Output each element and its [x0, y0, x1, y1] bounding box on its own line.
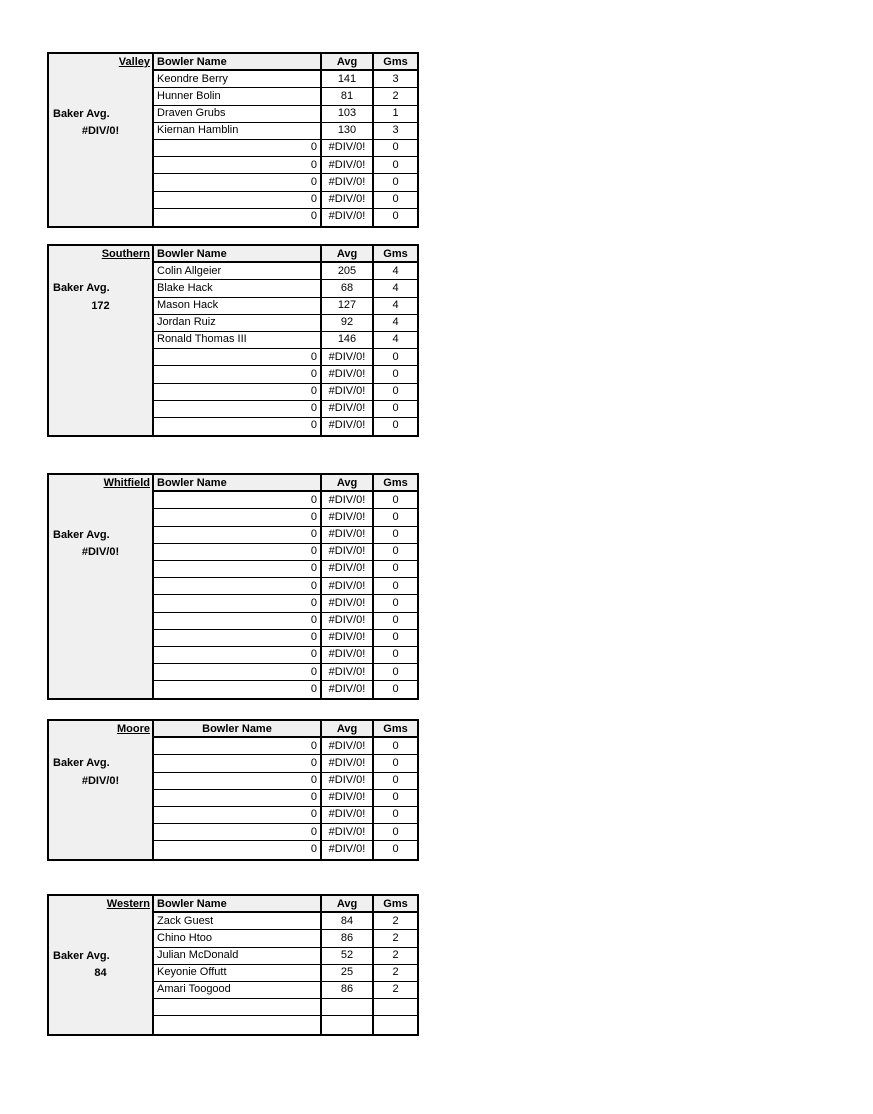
bowler-name-cell: 0 [154, 630, 322, 646]
bowler-row [154, 561, 417, 578]
bowler-name-cell: Draven Grubs [154, 106, 322, 122]
team-name-label: Southern [101, 248, 150, 260]
baker-avg-value: 84 [94, 966, 107, 979]
bowler-row [154, 913, 417, 930]
column-header-avg: Avg [322, 54, 374, 69]
bowler-name-cell: Blake Hack [154, 280, 322, 296]
bowler-name-cell: Mason Hack [154, 298, 322, 314]
avg-cell: #DIV/0! [322, 647, 374, 663]
bowler-row [154, 418, 417, 435]
avg-cell: #DIV/0! [322, 174, 374, 190]
bowler-name-cell: 0 [154, 738, 322, 754]
bowler-row [154, 263, 417, 280]
avg-cell: #DIV/0! [322, 192, 374, 208]
bowler-row [154, 544, 417, 561]
avg-cell [322, 1016, 374, 1033]
bowler-row [154, 824, 417, 841]
avg-cell: 127 [322, 298, 374, 314]
gms-cell: 0 [392, 367, 399, 380]
header-row [154, 475, 417, 492]
team-name-label: Whitfield [103, 477, 150, 489]
bowler-name-cell: Amari Toogood [154, 982, 322, 998]
gms-cell: 2 [392, 931, 399, 944]
column-header-avg: Avg [322, 721, 374, 736]
gms-cell: 2 [392, 914, 399, 927]
team-left-panel [49, 54, 154, 226]
avg-cell: #DIV/0! [322, 595, 374, 611]
header-row [154, 54, 417, 71]
bowler-row [154, 647, 417, 664]
bowler-row [154, 192, 417, 209]
bowler-name-cell: Ronald Thomas III [154, 332, 322, 348]
team-left-panel [49, 721, 154, 859]
gms-cell: 3 [392, 124, 399, 137]
column-header-bowler-name: Bowler Name [154, 896, 322, 911]
gms-cell: 0 [392, 739, 399, 752]
avg-cell: 52 [322, 948, 374, 964]
column-header-avg: Avg [322, 246, 374, 261]
bowler-row [154, 492, 417, 509]
bowler-row [154, 88, 417, 105]
team-left-panel [49, 246, 154, 435]
avg-cell: 92 [322, 315, 374, 331]
bowler-name-cell: 0 [154, 192, 322, 208]
bowler-row [154, 157, 417, 174]
bowler-name-cell: 0 [154, 595, 322, 611]
team-table-southern [47, 244, 419, 437]
avg-cell: #DIV/0! [322, 366, 374, 382]
bowler-row [154, 140, 417, 157]
bowler-row [154, 298, 417, 315]
bowler-name-cell: 0 [154, 790, 322, 806]
gms-cell [374, 999, 417, 1015]
baker-avg-label: Baker Avg. [53, 282, 110, 295]
avg-cell: #DIV/0! [322, 527, 374, 543]
avg-cell: #DIV/0! [322, 401, 374, 417]
bowler-name-cell: 0 [154, 509, 322, 525]
bowler-name-cell: 0 [154, 384, 322, 400]
bowler-name-cell: 0 [154, 824, 322, 840]
bowler-row [154, 401, 417, 418]
bowler-row [154, 664, 417, 681]
avg-cell: #DIV/0! [322, 349, 374, 365]
team-table-moore [47, 719, 419, 861]
bowler-row [154, 71, 417, 88]
gms-cell: 0 [392, 175, 399, 188]
gms-cell: 0 [392, 562, 399, 575]
baker-avg-label: Baker Avg. [53, 528, 110, 541]
bowler-row [154, 841, 417, 858]
bowler-name-cell: 0 [154, 755, 322, 771]
gms-cell: 0 [392, 774, 399, 787]
gms-cell: 0 [392, 385, 399, 397]
avg-cell: 146 [322, 332, 374, 348]
column-header-avg: Avg [322, 896, 374, 911]
bowler-row [154, 613, 417, 630]
avg-cell: #DIV/0! [322, 613, 374, 629]
bowler-name-cell [154, 999, 322, 1015]
gms-cell: 0 [392, 665, 399, 678]
bowler-grid [154, 475, 417, 698]
gms-cell: 0 [392, 510, 399, 523]
team-name-label: Moore [117, 723, 150, 735]
baker-avg-label: Baker Avg. [53, 757, 110, 770]
avg-cell: #DIV/0! [322, 157, 374, 173]
avg-cell: #DIV/0! [322, 824, 374, 840]
column-header-bowler-name: Bowler Name [154, 54, 322, 69]
header-row [154, 896, 417, 913]
column-header-bowler-name: Bowler Name [154, 246, 322, 261]
gms-cell: 0 [392, 419, 399, 432]
team-left-panel [49, 896, 154, 1034]
avg-cell: 141 [322, 71, 374, 87]
avg-cell: #DIV/0! [322, 681, 374, 698]
baker-avg-block [49, 106, 152, 140]
bowler-name-cell: 0 [154, 157, 322, 173]
team-table-whitfield [47, 473, 419, 700]
bowler-name-cell: 0 [154, 807, 322, 823]
gms-cell: 0 [392, 402, 399, 415]
gms-cell: 0 [392, 614, 399, 626]
bowler-row [154, 948, 417, 965]
bowler-grid [154, 54, 417, 226]
bowler-row [154, 738, 417, 755]
gms-cell: 4 [392, 333, 399, 346]
bowler-name-cell: 0 [154, 647, 322, 663]
bowler-row [154, 773, 417, 790]
team-name-label: Western [106, 898, 150, 910]
gms-cell: 0 [392, 808, 399, 821]
bowler-row [154, 965, 417, 982]
avg-cell: #DIV/0! [322, 755, 374, 771]
bowler-name-cell: 0 [154, 561, 322, 577]
avg-cell: 86 [322, 930, 374, 946]
avg-cell: 84 [322, 913, 374, 929]
column-header-gms: Gms [383, 897, 408, 910]
bowler-name-cell: 0 [154, 527, 322, 543]
gms-cell: 0 [392, 193, 399, 205]
bowler-row [154, 332, 417, 349]
gms-cell: 2 [392, 89, 399, 102]
bowler-name-cell: 0 [154, 209, 322, 226]
avg-cell: #DIV/0! [322, 544, 374, 560]
bowler-name-cell: 0 [154, 174, 322, 190]
avg-cell: #DIV/0! [322, 664, 374, 680]
bowler-name-cell [154, 1016, 322, 1033]
gms-cell: 2 [392, 983, 399, 996]
bowler-name-cell: 0 [154, 613, 322, 629]
gms-cell [374, 1016, 417, 1033]
avg-cell: #DIV/0! [322, 578, 374, 594]
gms-cell: 0 [392, 842, 399, 855]
baker-avg-label: Baker Avg. [53, 949, 110, 962]
avg-cell: #DIV/0! [322, 509, 374, 525]
gms-cell: 0 [392, 631, 399, 644]
gms-cell: 0 [392, 528, 399, 541]
bowler-name-cell: 0 [154, 841, 322, 858]
bowler-row [154, 578, 417, 595]
bowler-grid [154, 896, 417, 1034]
avg-cell: #DIV/0! [322, 492, 374, 508]
bowler-row [154, 930, 417, 947]
bowler-name-cell: Kiernan Hamblin [154, 123, 322, 139]
gms-cell: 0 [392, 825, 399, 838]
bowler-row [154, 174, 417, 191]
bowler-row [154, 509, 417, 526]
baker-avg-value: #DIV/0! [81, 545, 120, 558]
gms-cell: 0 [392, 545, 399, 558]
gms-cell: 4 [392, 316, 399, 329]
bowler-name-cell: 0 [154, 418, 322, 435]
bowler-name-cell: 0 [154, 773, 322, 789]
bowler-name-cell: Hunner Bolin [154, 88, 322, 104]
bowler-row [154, 123, 417, 140]
bowler-row [154, 209, 417, 226]
avg-cell: 103 [322, 106, 374, 122]
avg-cell: 81 [322, 88, 374, 104]
bowler-row [154, 1016, 417, 1033]
gms-cell: 0 [392, 493, 399, 506]
bowler-name-cell: 0 [154, 401, 322, 417]
avg-cell: #DIV/0! [322, 418, 374, 435]
avg-cell: #DIV/0! [322, 209, 374, 226]
bowler-name-cell: 0 [154, 578, 322, 594]
avg-cell: #DIV/0! [322, 384, 374, 400]
column-header-avg: Avg [322, 475, 374, 490]
bowler-name-cell: 0 [154, 664, 322, 680]
gms-cell: 0 [392, 579, 399, 592]
team-table-valley [47, 52, 419, 228]
column-header-gms: Gms [383, 55, 408, 68]
team-left-panel [49, 475, 154, 698]
team-table-western [47, 894, 419, 1036]
bowler-name-cell: Jordan Ruiz [154, 315, 322, 331]
header-row [154, 246, 417, 263]
bowler-row [154, 315, 417, 332]
avg-cell [322, 999, 374, 1015]
bowler-name-cell: 0 [154, 681, 322, 698]
bowler-name-cell: Chino Htoo [154, 930, 322, 946]
gms-cell: 0 [392, 158, 399, 171]
gms-cell: 4 [392, 299, 399, 312]
gms-cell: 0 [392, 791, 399, 804]
bowler-name-cell: Keondre Berry [154, 71, 322, 87]
gms-cell: 1 [392, 107, 399, 120]
baker-avg-value: #DIV/0! [81, 774, 120, 787]
bowler-grid [154, 246, 417, 435]
baker-avg-label: Baker Avg. [53, 107, 110, 120]
column-header-bowler-name: Bowler Name [154, 721, 322, 736]
column-header-gms: Gms [383, 476, 408, 489]
avg-cell: #DIV/0! [322, 561, 374, 577]
avg-cell: 130 [322, 123, 374, 139]
bowler-row [154, 349, 417, 366]
avg-cell: #DIV/0! [322, 773, 374, 789]
bowler-name-cell: Julian McDonald [154, 948, 322, 964]
bowler-row [154, 681, 417, 698]
bowler-row [154, 755, 417, 772]
bowler-row [154, 280, 417, 297]
baker-avg-block [49, 280, 152, 314]
bowler-row [154, 999, 417, 1016]
gms-cell: 0 [392, 682, 399, 695]
bowler-row [154, 527, 417, 544]
bowler-row [154, 384, 417, 401]
baker-avg-block [49, 948, 152, 982]
avg-cell: #DIV/0! [322, 738, 374, 754]
avg-cell: 68 [322, 280, 374, 296]
avg-cell: 25 [322, 965, 374, 981]
gms-cell: 2 [392, 949, 399, 962]
bowler-row [154, 790, 417, 807]
gms-cell: 0 [392, 756, 399, 769]
gms-cell: 2 [392, 966, 399, 979]
bowler-name-cell: 0 [154, 349, 322, 365]
team-name-label: Valley [118, 56, 150, 68]
avg-cell: 205 [322, 263, 374, 279]
column-header-bowler-name: Bowler Name [154, 475, 322, 490]
bowler-name-cell: Keyonie Offutt [154, 965, 322, 981]
gms-cell: 0 [392, 648, 399, 661]
bowler-row [154, 982, 417, 999]
avg-cell: #DIV/0! [322, 630, 374, 646]
baker-avg-block [49, 755, 152, 789]
baker-avg-value: #DIV/0! [81, 124, 120, 137]
bowler-name-cell: 0 [154, 544, 322, 560]
avg-cell: #DIV/0! [322, 790, 374, 806]
gms-cell: 0 [392, 210, 399, 223]
gms-cell: 0 [392, 350, 399, 363]
bowler-grid [154, 721, 417, 859]
gms-cell: 4 [392, 281, 399, 294]
column-header-gms: Gms [383, 722, 408, 735]
bowler-row [154, 106, 417, 123]
gms-cell: 0 [392, 141, 399, 154]
bowler-name-cell: Colin Allgeier [154, 263, 322, 279]
gms-cell: 3 [392, 72, 399, 85]
column-header-gms: Gms [383, 247, 408, 260]
bowler-name-cell: 0 [154, 366, 322, 382]
bowler-name-cell: 0 [154, 140, 322, 156]
bowler-row [154, 595, 417, 612]
avg-cell: #DIV/0! [322, 140, 374, 156]
baker-avg-block [49, 527, 152, 561]
avg-cell: #DIV/0! [322, 807, 374, 823]
gms-cell: 0 [392, 596, 399, 609]
header-row [154, 721, 417, 738]
bowler-name-cell: 0 [154, 492, 322, 508]
bowler-row [154, 630, 417, 647]
bowler-row [154, 807, 417, 824]
bowler-name-cell: Zack Guest [154, 913, 322, 929]
gms-cell: 4 [392, 264, 399, 277]
avg-cell: #DIV/0! [322, 841, 374, 858]
bowler-row [154, 366, 417, 383]
baker-avg-value: 172 [91, 299, 110, 312]
avg-cell: 86 [322, 982, 374, 998]
